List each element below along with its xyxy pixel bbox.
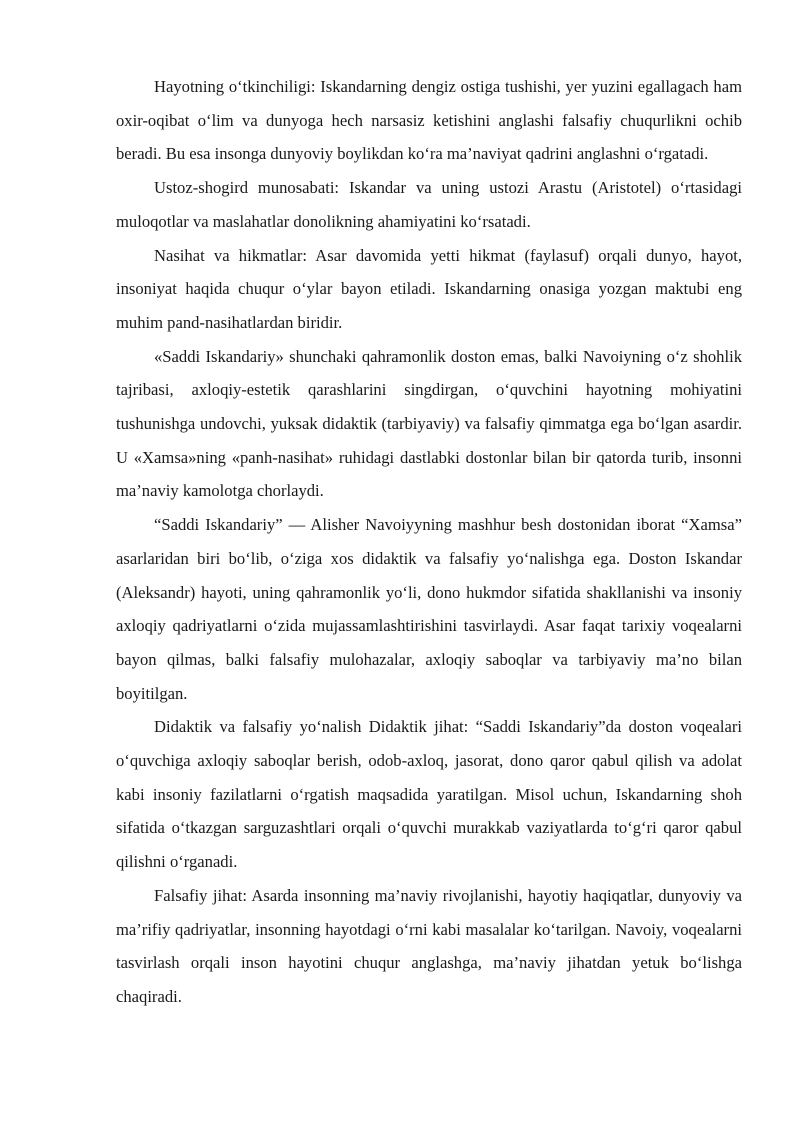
paragraph-transience-of-life: Hayotning o‘tkinchiligi: Iskandarning dengiz ostiga tushishi, yer yuzini egallagach ham oxir-oqibat o‘lim va dunyoga hech narsasiz ketishini anglashi falsafiy chuqurlikni ochib beradi. Bu esa insonga dunyoviy boylikdan ko‘ra ma’naviyat qadrini anglashni o‘rgatadi. xyxy=(116,77,742,164)
paragraph-didactic-aspect: Didaktik va falsafiy yo‘nalish Didaktik jihat: “Saddi Iskandariy”da doston voqealari o‘quvchiga axloqiy saboqlar berish, odob-axloq, jasorat, dono qaror qabul qilish va adolat kabi insoniy fazilatlarni o‘rgatish maqsadida yaratilgan. Misol uchun, Iskandarning shoh sifatida o‘tkazgan sarguzashtlari orqali o‘quvchi murakkab vaziyatlarda to‘g‘ri qaror qabul qilishni o‘rganadi. xyxy=(116,717,742,872)
document-page xyxy=(116,70,742,1014)
paragraph-xamsa-context: “Saddi Iskandariy” — Alisher Navoiyyning mashhur besh dostonidan iborat “Xamsa” asarlaridan biri bo‘lib, o‘ziga xos didaktik va falsafiy yo‘nalishga ega. Doston Iskandar (Aleksandr) hayoti, uning qahramonlik yo‘li, dono hukmdor sifatida shakllanishi va insoniy axloqiy qadriyatlarni o‘zida mujassamlashtirishini tasvirlaydi. Asar faqat tarixiy voqealarni bayon qilmas, balki falsafiy mulohazalar, axloqiy saboqlar va tarbiyaviy ma’no bilan boyitilgan. xyxy=(116,515,742,703)
paragraph-advice-and-wisdom: Nasihat va hikmatlar: Asar davomida yetti hikmat (faylasuf) orqali dunyo, hayot, insoniyat haqida chuqur o‘ylar bayon etiladi. Iskandarning onasiga yozgan maktubi eng muhim pand-nasihatlardan biridir. xyxy=(116,245,742,332)
paragraph-saddi-iskandariy-overview: «Saddi Iskandariy» shunchaki qahramonlik doston emas, balki Navoiyning o‘z shohlik tajribasi, axloqiy-estetik qarashlarini singdirgan, o‘quvchini hayotning mohiyatini tushunishga undovchi, yuksak didaktik (tarbiyaviy) va falsafiy qimmatga ega bo‘lgan asardir. U «Xamsa»ning «panh-nasihat» ruhidagi dastlabki dostonlar bilan bir qatorda turib, insonni ma’naviy kamolotga chorlaydi. xyxy=(116,346,742,501)
paragraph-philosophical-aspect: Falsafiy jihat: Asarda insonning ma’naviy rivojlanishi, hayotiy haqiqatlar, dunyoviy va ma’rifiy qadriyatlar, insonning hayotdagi o‘rni kabi masalalar ko‘tarilgan. Navoiy, voqealarni tasvirlash orqali inson hayotini chuqur anglashga, ma’naviy jihatdan yetuk bo‘lishga chaqiradi. xyxy=(116,885,742,1006)
paragraph-teacher-student: Ustoz-shogird munosabati: Iskandar va uning ustozi Arastu (Aristotel) o‘rtasidagi muloqotlar va maslahatlar donolikning ahamiyatini ko‘rsatadi. xyxy=(116,178,742,231)
